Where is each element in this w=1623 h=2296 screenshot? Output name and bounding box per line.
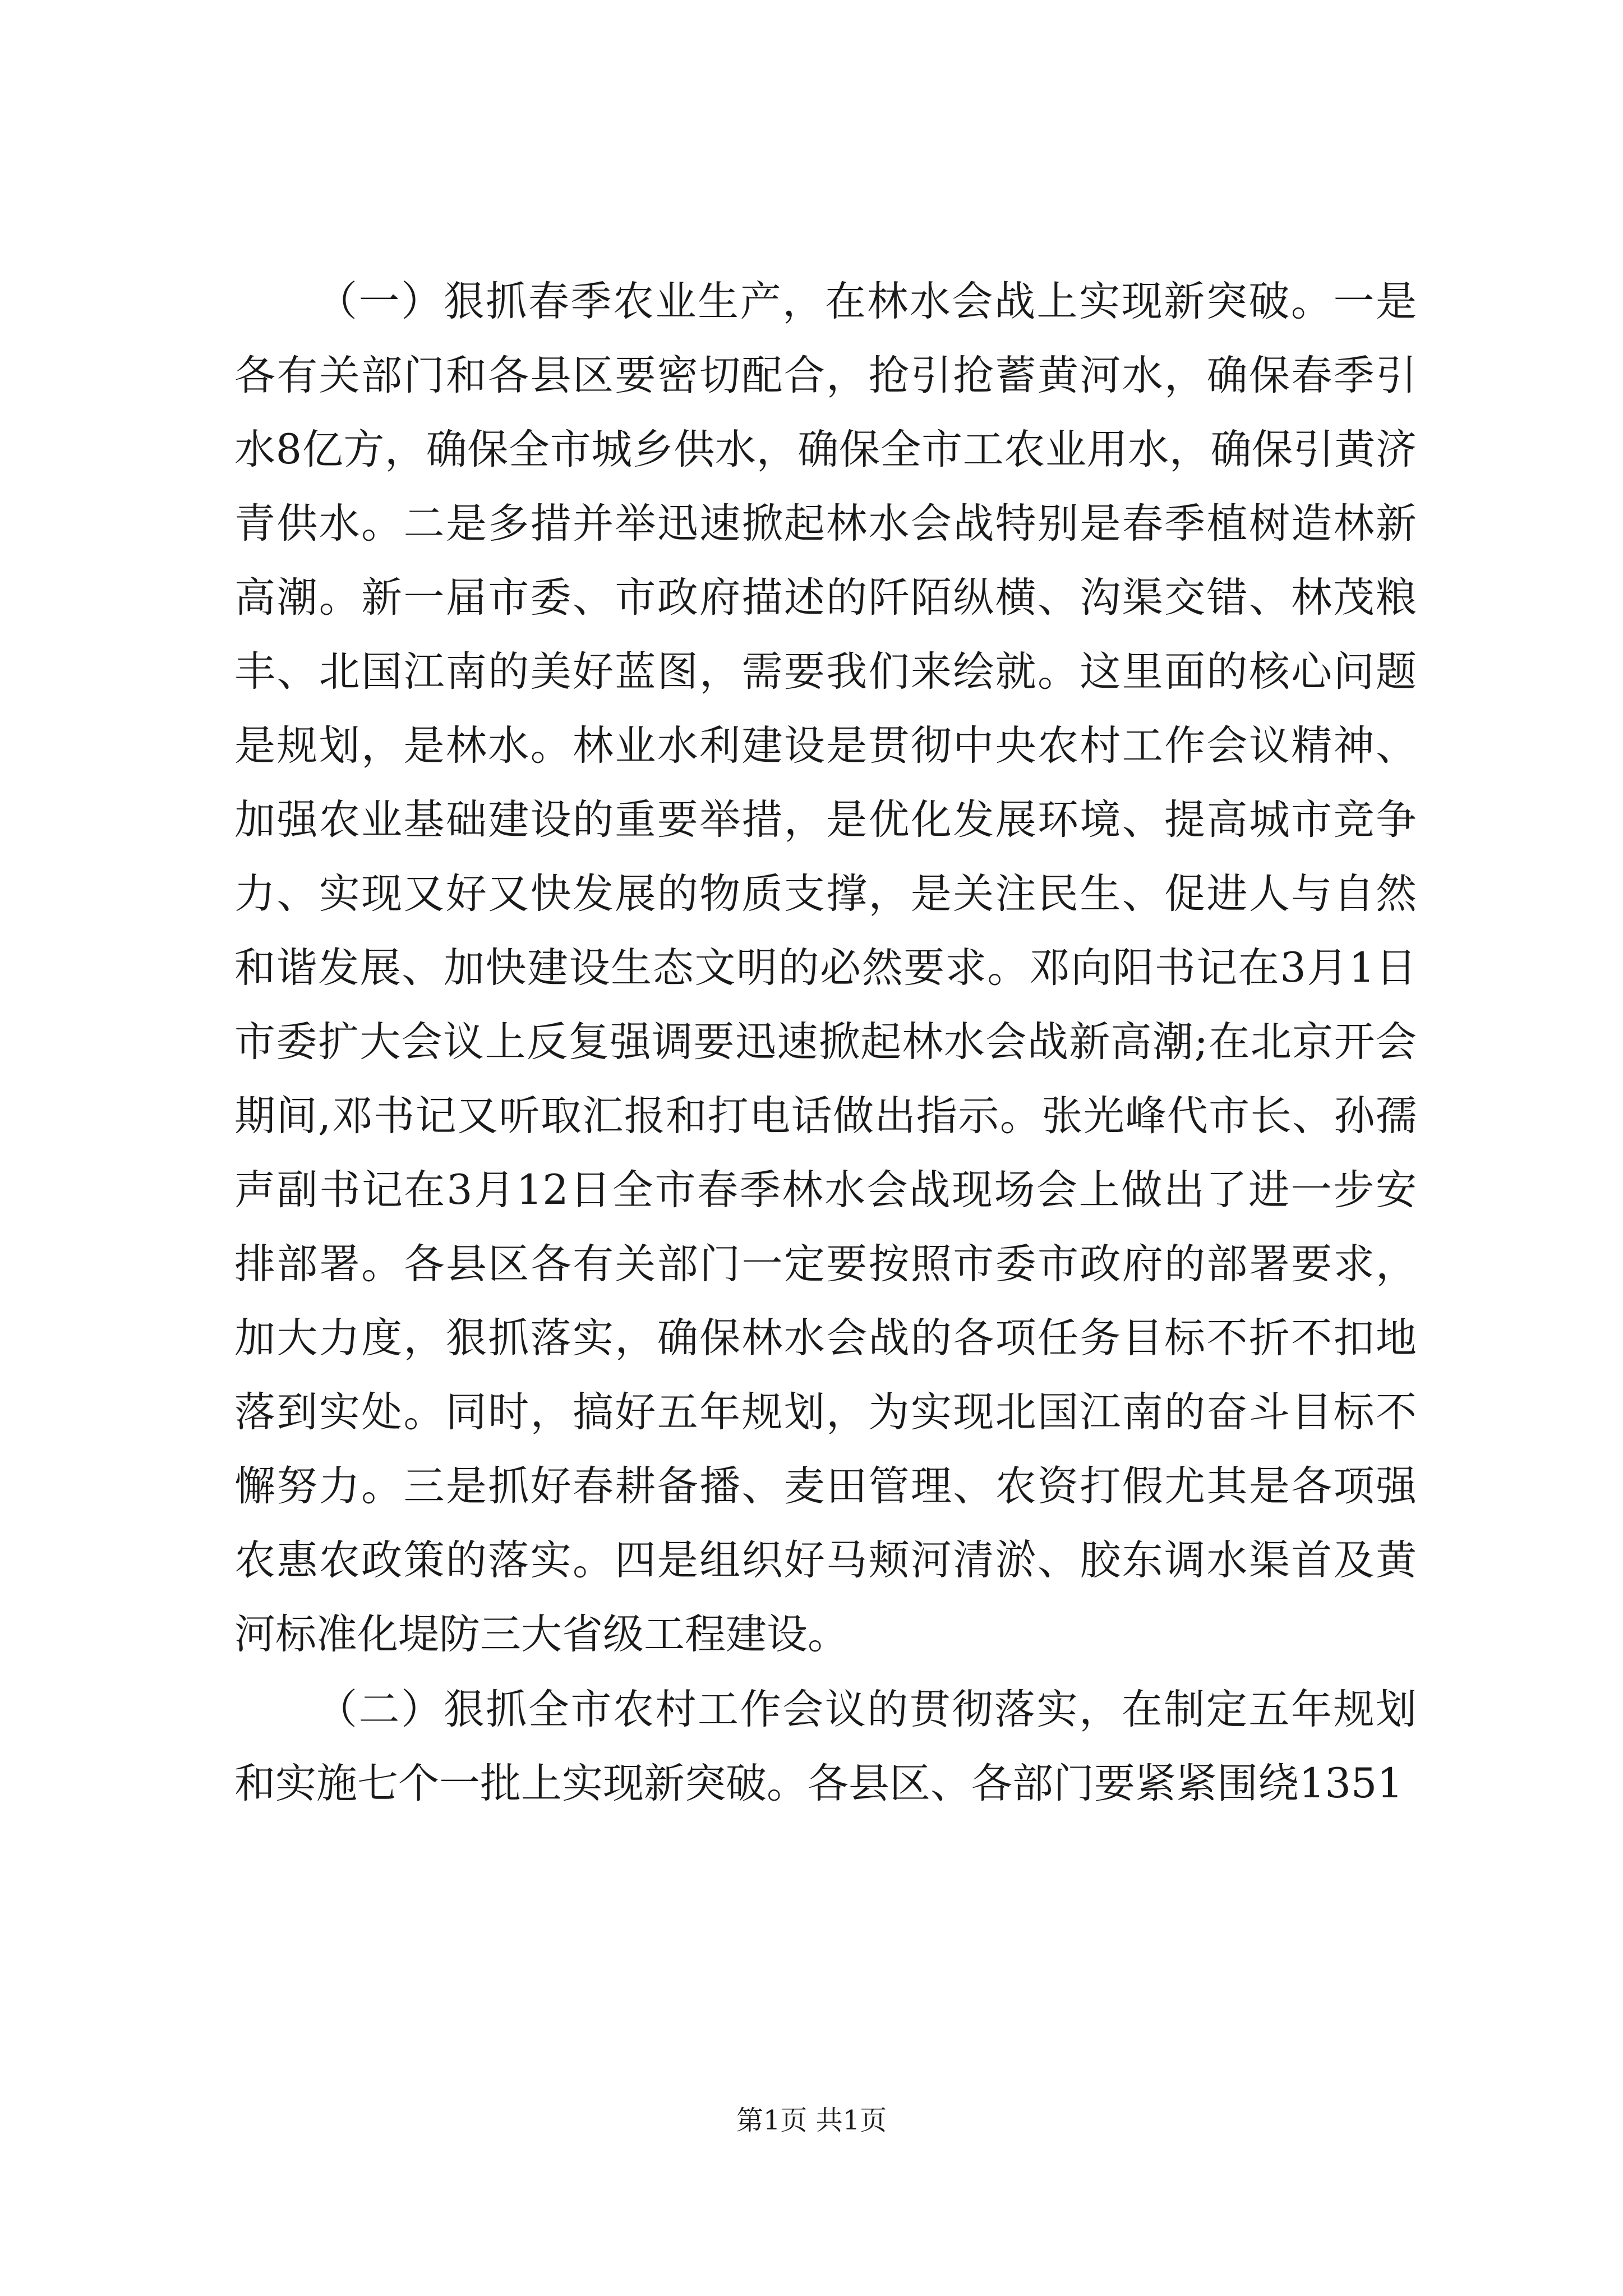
page-footer: 第1页 共1页 — [736, 2105, 887, 2136]
paragraph-1: （一）狠抓春季农业生产，在林水会战上实现新突破。一是各有关部门和各县区要密切配合，抢引抢蓄黄河水，确保春季引水8亿方，确保全市城乡供水，确保全市工农业用水，确保引黄济青供水。二是多措并举迅速掀起林水会战特别是春季植树造林新高潮。新一届市委、市政府描述的阡陌纵横、沟渠交错、林茂粮丰、北国江南的美好蓝图，需要我们来绘就。这里面的核心问题是规划，是林水。林业水利建设是贯彻中央农村工作会议精神、加强农业基础建设的重要举措，是优化发展环境、提高城市竞争力、实现又好又快发展的物质支撑，是关注民生、促进人与自然和谐发展、加快建设生态文明的必然要求。邓向阳书记在3月1日市委扩大会议上反复强调要迅速掀起林水会战新高潮;在北京开会期间,邓书记又听取汇报和打电话做出指示。张光峰代市长、孙孺声副书记在3月12日全市春季林水会战现场会上做出了进一步安排部署。各县区各有关部门一定要按照市委市政府的部署要求，加大力度，狠抓落实，确保林水会战的各项任务目标不折不扣地落到实处。同时，搞好五年规划，为实现北国江南的奋斗目标不懈努力。三是抓好春耕备播、麦田管理、农资打假尤其是各项强农惠农政策的落实。四是组织好马颊河清淤、胶东调水渠首及黄河标准化堤防三大省级工程建设。 — [234, 278, 1417, 1658]
document-body — [234, 265, 1417, 1821]
paragraph-2: （二）狠抓全市农村工作会议的贯彻落实，在制定五年规划和实施七个一批上实现新突破。各县区、各部门要紧紧围绕1351 — [234, 1686, 1417, 1807]
